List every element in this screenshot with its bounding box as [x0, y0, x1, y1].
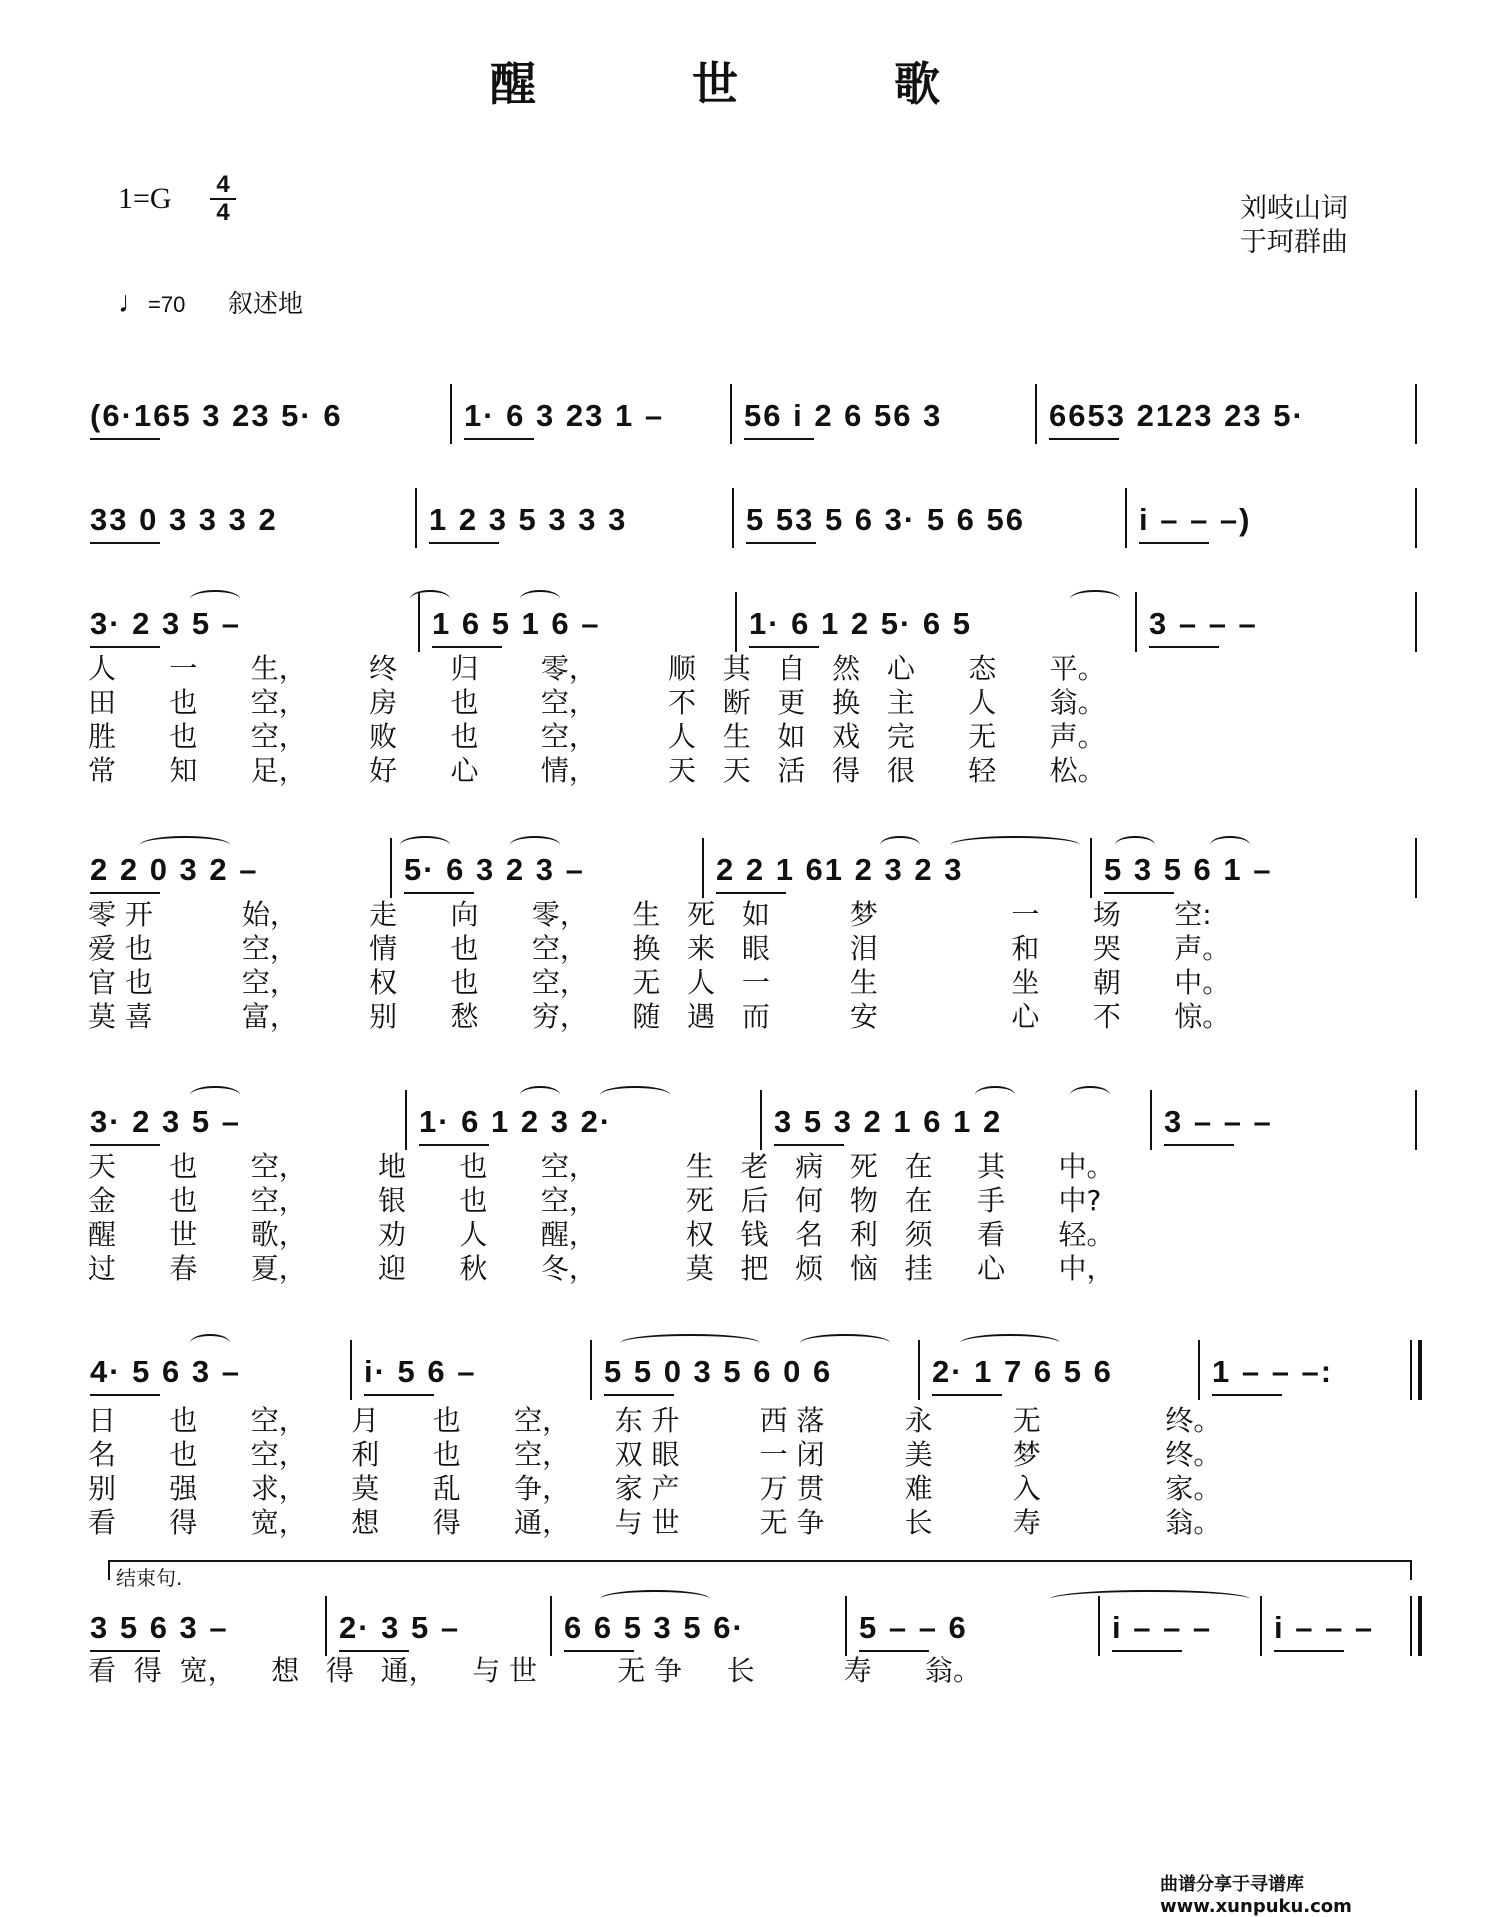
slur [520, 590, 560, 608]
slur [190, 1334, 230, 1352]
measure: 1· 6 3 23 1 – [464, 398, 665, 433]
measure: i – – – [1112, 1610, 1213, 1645]
rhythm-beam [1149, 646, 1219, 648]
measure: 3 – – – [1164, 1104, 1273, 1139]
barline [1415, 838, 1417, 898]
time-signature-top: 4 [216, 171, 230, 198]
measure: 5 3 5 6 1 – [1104, 852, 1273, 887]
measure: 6653 2123 23 5· [1049, 398, 1305, 433]
notation-system-1 [90, 398, 1420, 438]
slur [1070, 590, 1120, 608]
slur [1070, 1086, 1110, 1104]
barline [1415, 384, 1417, 444]
barline [1150, 1090, 1152, 1150]
rhythm-beam [1112, 1650, 1182, 1652]
measure: 1 6 5 1 6 – [432, 606, 601, 641]
measure: 3 5 3 2 1 6 1 2 [774, 1104, 1003, 1139]
rhythm-beam [749, 646, 819, 648]
barline [845, 1596, 847, 1656]
measure: 5 – – 6 [859, 1610, 968, 1645]
measure: 2· 3 5 – [339, 1610, 461, 1645]
rhythm-beam [90, 1650, 160, 1652]
measure: 5 53 5 6 3· 5 6 56 [746, 502, 1026, 537]
barline [450, 384, 452, 444]
rhythm-beam [859, 1650, 929, 1652]
slur [950, 836, 1080, 854]
lyric-verse-1: 日 也 空， 月 也 空， 东 升 西 落 永 无 终。 [88, 1404, 1222, 1437]
barline [590, 1340, 592, 1400]
slur [190, 1086, 240, 1104]
measure: (6·165 3 23 5· 6 [90, 398, 343, 433]
measure: 3· 2 3 5 – [90, 1104, 241, 1139]
barline [1410, 1596, 1412, 1656]
lyric-verse-2: 爱 也 空， 情 也 空， 换 来 眼 泪 和 哭 声。 [88, 932, 1231, 965]
barline [1125, 488, 1127, 548]
slur [975, 1086, 1015, 1104]
rhythm-beam [744, 438, 814, 440]
rhythm-beam [364, 1394, 434, 1396]
barline [1410, 1340, 1412, 1400]
measure: i· 5 6 – [364, 1354, 477, 1389]
rhythm-beam [429, 542, 499, 544]
final-barline [1418, 1340, 1422, 1400]
lyric-verse-1: 看 得 宽， 想 得 通， 与 世 无 争 长 寿 翁。 [88, 1654, 982, 1687]
slur [1210, 836, 1250, 854]
barline [350, 1340, 352, 1400]
expression-marking: 叙述地 [228, 289, 304, 318]
slur [620, 1334, 760, 1352]
rhythm-beam [1164, 1144, 1234, 1146]
lyricist-credit: 刘岐山词 [1240, 193, 1348, 224]
rhythm-beam [90, 1394, 160, 1396]
barline [735, 592, 737, 652]
barline [390, 838, 392, 898]
measure: 3 – – – [1149, 606, 1258, 641]
barline [1415, 488, 1417, 548]
rhythm-beam [90, 892, 160, 894]
notation-system-6 [90, 1354, 1420, 1394]
slur [410, 590, 450, 608]
measure: 2 2 0 3 2 – [90, 852, 259, 887]
measure: 1· 6 1 2 3 2· [419, 1104, 613, 1139]
notation-system-2 [90, 502, 1420, 542]
slur [400, 836, 450, 854]
notation-system-7 [90, 1610, 1420, 1650]
rhythm-beam [339, 1650, 409, 1652]
lyric-verse-1: 人 一 生， 终 归 零， 顺 其 自 然 心 态 平。 [88, 652, 1106, 685]
measure: 5· 6 3 2 3 – [404, 852, 585, 887]
key-signature: 1=G [118, 182, 172, 215]
slur [140, 836, 230, 854]
ending-bracket [108, 1560, 1412, 1580]
lyric-verse-2: 金 也 空， 银 也 空， 死 后 何 物 在 手 中? [88, 1184, 1102, 1217]
rhythm-beam [604, 1394, 674, 1396]
measure: 4· 5 6 3 – [90, 1354, 241, 1389]
slur [960, 1334, 1060, 1352]
barline [730, 384, 732, 444]
slur [600, 1086, 670, 1104]
measure: 1 2 3 5 3 3 3 [429, 502, 628, 537]
time-signature-bottom: 4 [210, 198, 236, 226]
rhythm-beam [1104, 892, 1174, 894]
measure: 5 5 0 3 5 6 0 6 [604, 1354, 833, 1389]
barline [702, 838, 704, 898]
slur [520, 1086, 560, 1104]
measure: 56 i 2 6 56 3 [744, 398, 943, 433]
lyric-verse-1: 天 也 空， 地 也 空， 生 老 病 死 在 其 中。 [88, 1150, 1115, 1183]
barline [1090, 838, 1092, 898]
barline [415, 488, 417, 548]
final-barline [1418, 1596, 1422, 1656]
notation-system-3 [90, 606, 1420, 646]
ending-label: 结束句. [116, 1566, 183, 1590]
lyric-verse-3: 别 强 求， 莫 乱 争， 家 产 万 贯 难 入 家。 [88, 1472, 1222, 1505]
rhythm-beam [90, 646, 160, 648]
barline [1135, 592, 1137, 652]
lyric-verse-3: 官 也 空， 权 也 空， 无 人 一 生 坐 朝 中。 [88, 966, 1231, 999]
lyric-verse-3: 胜 也 空， 败 也 空， 人 生 如 戏 完 无 声。 [88, 720, 1106, 753]
barline [918, 1340, 920, 1400]
footer-credit: 曲谱分享于寻谱库 www.xunpuku.com [1160, 1874, 1352, 1917]
barline [1035, 384, 1037, 444]
rhythm-beam [716, 892, 786, 894]
notation-system-5 [90, 1104, 1420, 1144]
rhythm-beam [746, 542, 816, 544]
barline [760, 1090, 762, 1150]
quarter-note-icon: ♩ [118, 286, 148, 319]
lyric-verse-4: 过 春 夏， 迎 秋 冬， 莫 把 烦 恼 挂 心 中， [88, 1252, 1115, 1285]
rhythm-beam [932, 1394, 1002, 1396]
slur [800, 1334, 890, 1352]
notation-system-4 [90, 852, 1420, 892]
barline [405, 1090, 407, 1150]
rhythm-beam [90, 1144, 160, 1146]
measure: 2 2 1 61 2 3 2 3 [716, 852, 964, 887]
measure: 6 6 5 3 5 6· [564, 1610, 745, 1645]
rhythm-beam [432, 646, 502, 648]
measure: 2· 1 7 6 5 6 [932, 1354, 1113, 1389]
song-title: 醒 世 歌 [489, 57, 1011, 111]
slur [190, 590, 240, 608]
barline [325, 1596, 327, 1656]
rhythm-beam [404, 892, 474, 894]
composer-credit: 于珂群曲 [1240, 227, 1348, 258]
rhythm-beam [1212, 1394, 1282, 1396]
barline [732, 488, 734, 548]
measure: 3 5 6 3 – [90, 1610, 229, 1645]
rhythm-beam [564, 1650, 634, 1652]
rhythm-beam [419, 1144, 489, 1146]
lyric-verse-3: 醒 世 歌， 劝 人 醒， 权 钱 名 利 须 看 轻。 [88, 1218, 1115, 1251]
rhythm-beam [1274, 1650, 1344, 1652]
lyric-verse-4: 莫 喜 富， 别 愁 穷， 随 遇 而 安 心 不 惊。 [88, 1000, 1231, 1033]
tempo-value: =70 [148, 292, 186, 317]
lyric-verse-1: 零 开 始， 走 向 零， 生 死 如 梦 一 场 空: [88, 898, 1212, 931]
measure: 33 0 3 3 3 2 [90, 502, 278, 537]
barline [1198, 1340, 1200, 1400]
slur [1115, 836, 1155, 854]
measure: 1 – – –: [1212, 1354, 1334, 1389]
lyric-verse-4: 常 知 足， 好 心 情， 天 天 活 得 很 轻 松。 [88, 754, 1106, 787]
rhythm-beam [1139, 542, 1209, 544]
barline [1415, 1090, 1417, 1150]
lyric-verse-2: 田 也 空， 房 也 空， 不 断 更 换 主 人 翁。 [88, 686, 1106, 719]
lyric-verse-4: 看 得 宽， 想 得 通， 与 世 无 争 长 寿 翁。 [88, 1506, 1222, 1539]
rhythm-beam [464, 438, 534, 440]
slur [880, 836, 920, 854]
slur [510, 836, 560, 854]
rhythm-beam [1049, 438, 1119, 440]
lyric-verse-2: 名 也 空， 利 也 空， 双 眼 一 闭 美 梦 终。 [88, 1438, 1222, 1471]
measure: i – – –) [1139, 502, 1252, 537]
barline [1415, 592, 1417, 652]
barline [1260, 1596, 1262, 1656]
slur [1050, 1590, 1250, 1608]
rhythm-beam [90, 542, 160, 544]
rhythm-beam [774, 1144, 844, 1146]
time-signature [210, 172, 236, 226]
tempo-marking [118, 286, 185, 320]
slur [600, 1590, 710, 1608]
measure: 1· 6 1 2 5· 6 5 [749, 606, 973, 641]
measure: i – – – [1274, 1610, 1375, 1645]
rhythm-beam [90, 438, 160, 440]
measure: 3· 2 3 5 – [90, 606, 241, 641]
barline [550, 1596, 552, 1656]
